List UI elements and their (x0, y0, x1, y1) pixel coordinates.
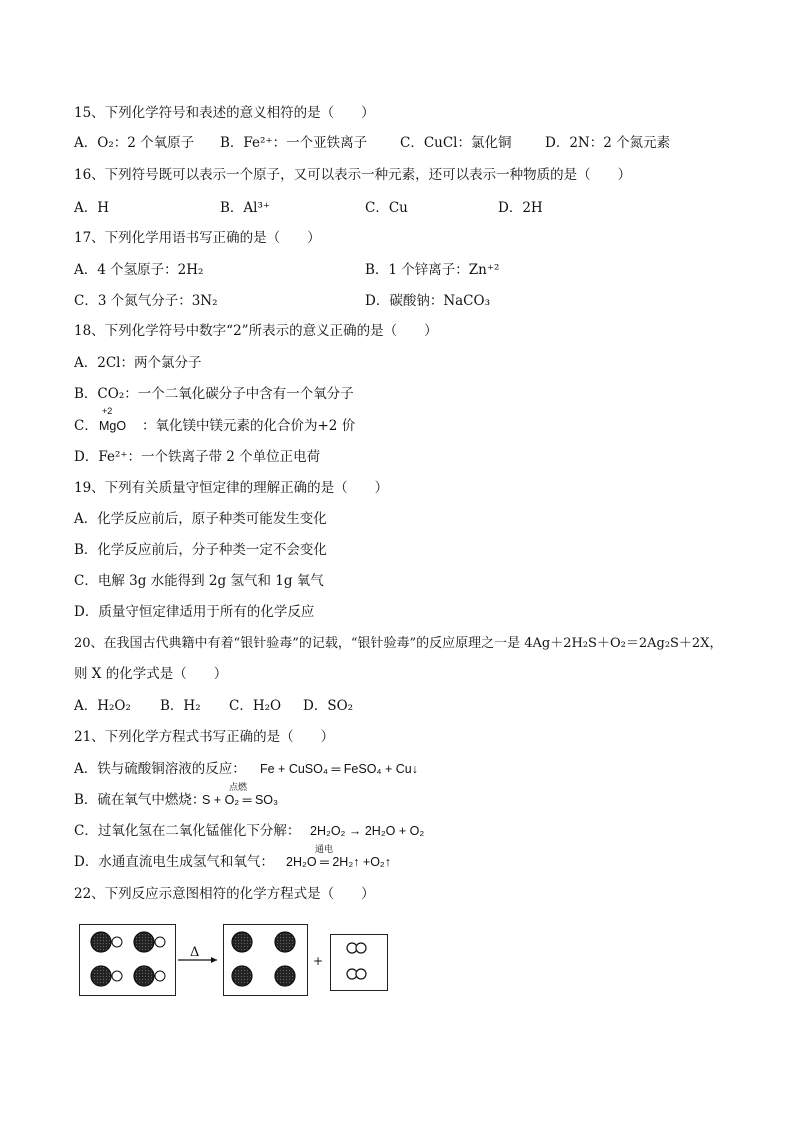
q20-option-a: A．H₂O₂ (74, 698, 131, 714)
q18-valence-mark: +2 (102, 406, 113, 416)
q17-option-d: D．碳酸钠：NaCO₃ (365, 293, 490, 309)
small-atom (155, 971, 165, 981)
q22-stem: 22、下列反应示意图相符的化学方程式是（ ） (74, 886, 375, 902)
q15-option-b: B．Fe²⁺：一个亚铁离子 (220, 135, 368, 151)
q19-option-b: B．化学反应前后，分子种类一定不会变化 (74, 542, 327, 558)
product-atom (232, 966, 252, 986)
large-atom (91, 966, 111, 986)
reactant-molecule (91, 932, 122, 952)
q16-option-b: B．Al³⁺ (220, 200, 271, 216)
arrow-head (211, 957, 217, 963)
diatomic-molecule (347, 969, 366, 979)
q21-option-a-equation: Fe + CuSO₄ ═ FeSO₄ + Cu↓ (260, 762, 419, 776)
q15-option-c: C．CuCl：氯化铜 (400, 135, 512, 151)
q20-option-d: D．SO₂ (303, 698, 354, 714)
q21-option-d-text: D．水通直流电生成氢气和氧气： (74, 854, 274, 870)
plus-sign: + (313, 954, 324, 968)
q18-option-c-label: C． (74, 418, 98, 434)
q18-option-c-symbol: MgO (99, 419, 127, 433)
small-atom (112, 971, 122, 981)
q20-stem-line1: 20、在我国古代典籍中有着“银针验毒”的记载，“银针验毒”的反应原理之一是 4Ag＋2H₂S＋O₂＝2Ag₂S＋2X， (74, 636, 723, 651)
reactant-molecule (91, 966, 122, 986)
q21-option-d-condition: 通电 (315, 844, 334, 854)
large-atom (134, 966, 154, 986)
q21-option-b-equation: S + O₂ ═ SO₃ (202, 793, 279, 807)
q19-option-a: A．化学反应前后，原子种类可能发生变化 (74, 511, 327, 527)
q15-stem: 15、下列化学符号和表述的意义相符的是（ ） (74, 105, 375, 121)
q16-stem: 16、下列符号既可以表示一个原子，又可以表示一种元素，还可以表示一种物质的是（ ） (74, 167, 632, 183)
q16-option-d: D．2H (498, 200, 543, 216)
q18-option-d: D．Fe²⁺：一个铁离子带 2 个单位正电荷 (74, 449, 321, 465)
q19-option-d: D．质量守恒定律适用于所有的化学反应 (74, 604, 315, 620)
small-atom (112, 937, 122, 947)
q20-option-b: B．H₂ (160, 698, 201, 714)
small-atom (155, 937, 165, 947)
heat-symbol: Δ (190, 945, 200, 960)
q21-option-b-text: B．硫在氧气中燃烧： (74, 792, 206, 808)
q21-option-c-text: C．过氧化氢在二氧化锰催化下分解： (74, 823, 301, 839)
q18-stem: 18、下列化学符号中数字“2”所表示的意义正确的是（ ） (74, 323, 438, 339)
q17-stem: 17、下列化学用语书写正确的是（ ） (74, 230, 321, 246)
q17-option-b: B．1 个锌离子：Zn⁺² (365, 262, 500, 278)
reactant-molecule (134, 966, 165, 986)
large-atom (134, 932, 154, 952)
q20-stem-line2: 则 X 的化学式是（ ） (74, 666, 228, 682)
q19-option-c: C．电解 3g 水能得到 2g 氢气和 1g 氧气 (74, 573, 324, 589)
q16-option-a: A．H (74, 200, 110, 216)
q21-option-a-text: A．铁与硫酸铜溶液的反应： (74, 761, 246, 777)
q16-option-c: C．Cu (365, 200, 408, 216)
q18-option-b: B．CO₂：一个二氧化碳分子中含有一个氧分子 (74, 386, 354, 402)
large-atom (91, 932, 111, 952)
q17-option-c: C．3 个氮气分子：3N₂ (74, 293, 218, 309)
q18-option-a: A．2Cl：两个氯分子 (74, 355, 202, 371)
q21-stem: 21、下列化学方程式书写正确的是（ ） (74, 729, 335, 745)
q15-option-a: A．O₂：2 个氧原子 (74, 135, 195, 151)
product-atom (232, 932, 252, 952)
q21-option-d-equation: 2H₂O ═ 2H₂↑ +O₂↑ (286, 855, 392, 869)
q19-stem: 19、下列有关质量守恒定律的理解正确的是（ ） (74, 480, 389, 496)
q21-option-b-condition: 点燃 (229, 782, 248, 792)
q15-option-d: D．2N：2 个氮元素 (545, 135, 671, 151)
diatomic-molecule (347, 943, 366, 953)
reactant-molecule (134, 932, 165, 952)
q21-option-c-equation: 2H₂O₂ → 2H₂O + O₂ (310, 824, 425, 838)
q17-option-a: A．4 个氢原子：2H₂ (74, 262, 204, 278)
q18-option-c-text: ：氧化镁中镁元素的化合价为+2 价 (142, 418, 356, 434)
product-atom (275, 932, 295, 952)
q20-option-c: C．H₂O (229, 698, 282, 714)
product-atom (275, 966, 295, 986)
